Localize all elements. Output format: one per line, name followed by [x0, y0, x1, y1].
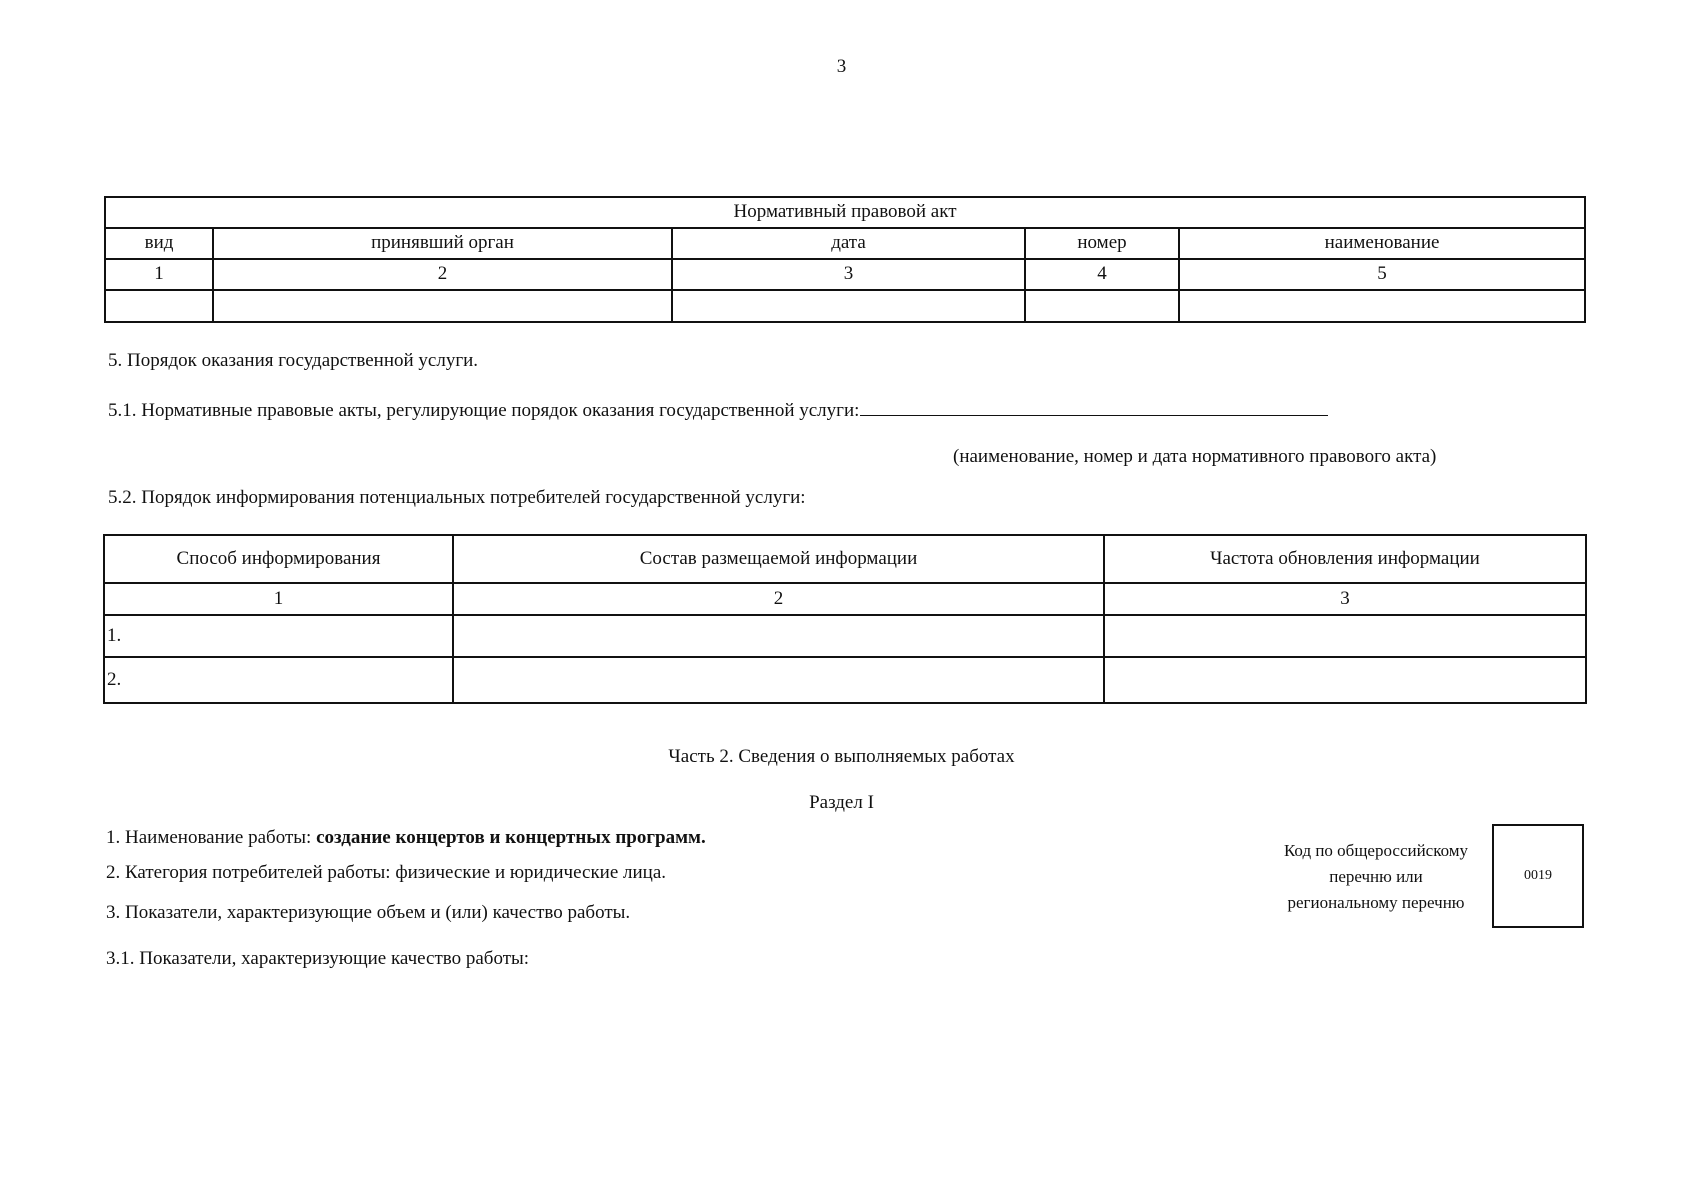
column-header-number: номер [1025, 228, 1179, 259]
section-5-2: 5.2. Порядок информирования потенциальных потребителей государственной услуги: [108, 487, 806, 508]
column-number: 3 [1104, 583, 1586, 615]
information-table [103, 534, 1587, 704]
column-header-issuing-body: принявший орган [213, 228, 672, 259]
table-cell [213, 290, 672, 322]
table-title: Нормативный правовой акт [105, 197, 1585, 228]
column-header-name: наименование [1179, 228, 1585, 259]
column-header-content: Состав размещаемой информации [453, 535, 1104, 583]
row-number: 2. [104, 657, 453, 703]
quality-indicators-heading: 3.1. Показатели, характеризующие качество работы: [106, 948, 530, 969]
section-5-1-caption: (наименование, номер и дата нормативного правового акта) [953, 446, 1437, 467]
table-row [104, 615, 1586, 657]
page-number: 3 [836, 56, 847, 77]
registry-code-label-line: региональному перечню [1287, 893, 1465, 912]
table-cell [453, 657, 1104, 703]
column-number: 3 [672, 259, 1025, 290]
registry-code-label-line: Код по общероссийскому [1283, 841, 1469, 860]
section-5-heading: 5. Порядок оказания государственной услуги. [108, 350, 479, 371]
column-number: 1 [105, 259, 213, 290]
column-header-date: дата [672, 228, 1025, 259]
column-number: 2 [213, 259, 672, 290]
section-title: Раздел I [809, 792, 874, 813]
registry-code-box [1492, 824, 1584, 928]
column-header-frequency: Частота обновления информации [1104, 535, 1586, 583]
table-cell [1025, 290, 1179, 322]
column-number: 2 [453, 583, 1104, 615]
consumer-category: 2. Категория потребителей работы: физические и юридические лица. [106, 862, 667, 883]
table-row [104, 657, 1586, 703]
registry-code-label-line: перечню или [1329, 867, 1423, 886]
column-number: 1 [104, 583, 453, 615]
indicators-heading: 3. Показатели, характеризующие объем и (или) качество работы. [106, 902, 631, 923]
column-header-method: Способ информирования [104, 535, 453, 583]
section-5-1-text: 5.1. Нормативные правовые акты, регулирующие порядок оказания государственной услуги: [108, 400, 860, 421]
table-cell [105, 290, 213, 322]
part-2-title: Часть 2. Сведения о выполняемых работах [668, 746, 1015, 767]
table-cell [1179, 290, 1585, 322]
table-cell [1104, 615, 1586, 657]
registry-code-value: 0019 [1524, 868, 1552, 883]
table-cell [1104, 657, 1586, 703]
section-5-1 [108, 399, 1328, 422]
row-number: 1. [104, 615, 453, 657]
work-name-label: 1. Наименование работы: [106, 827, 317, 848]
work-name [106, 827, 706, 849]
registry-code-label [1262, 838, 1490, 916]
column-number: 5 [1179, 259, 1585, 290]
column-header-type: вид [105, 228, 213, 259]
table-cell [453, 615, 1104, 657]
work-name-value: создание концертов и концертных программ. [316, 827, 706, 848]
table-cell [672, 290, 1025, 322]
column-number: 4 [1025, 259, 1179, 290]
table-row [105, 290, 1585, 322]
normative-act-table [104, 196, 1586, 323]
blank-fill-line [860, 399, 1328, 416]
